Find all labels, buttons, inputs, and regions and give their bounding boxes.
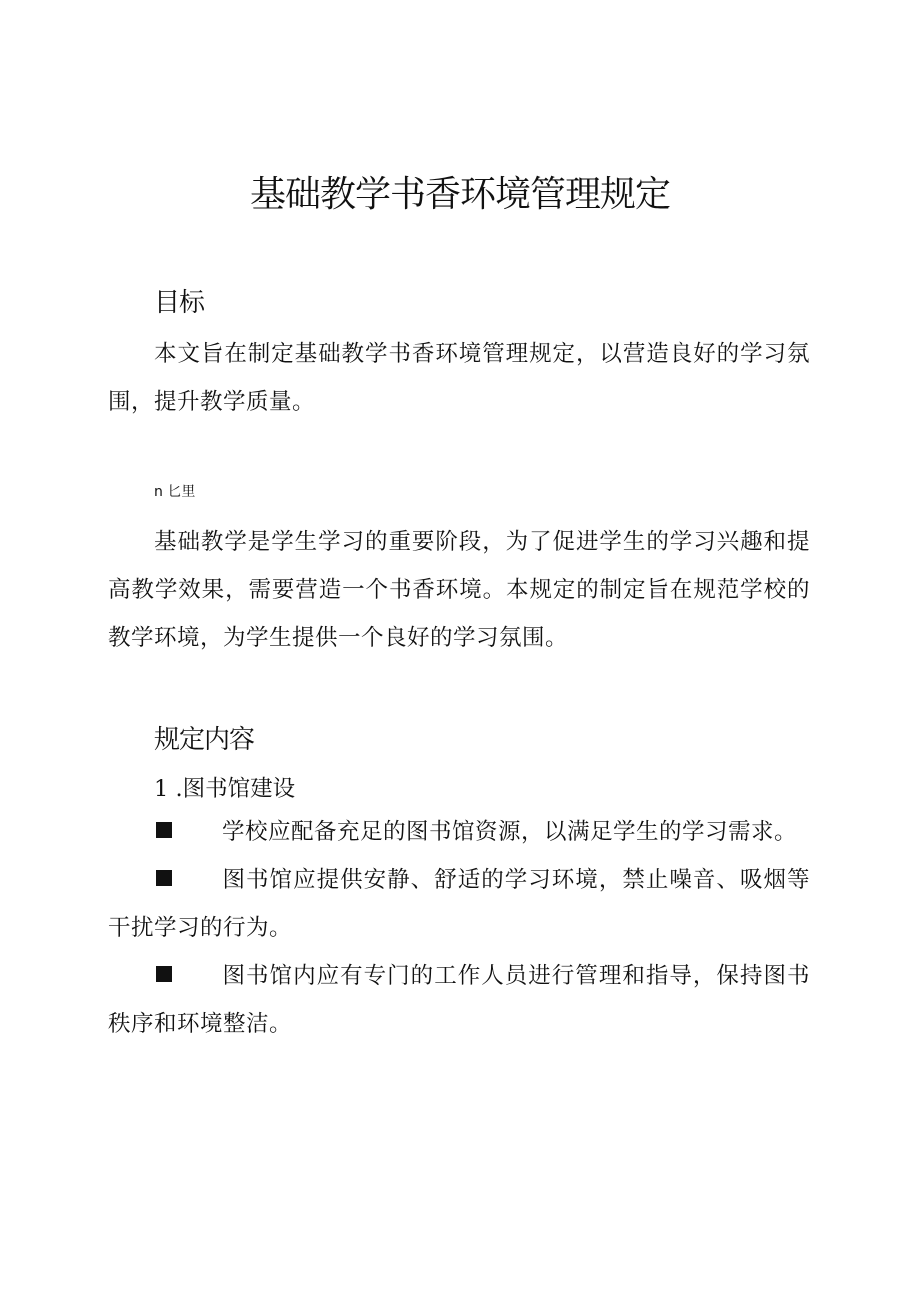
background-paragraph: 基础教学是学生学习的重要阶段，为了促进学生的学习兴趣和提高教学效果，需要营造一个书香环境。本规定的制定旨在规范学校的教学环境，为学生提供一个良好的学习氛围。 (108, 529, 810, 651)
section-heading-rules: 规定内容 (154, 725, 255, 755)
rule-bullet-item (108, 808, 810, 856)
goal-paragraph: 本文旨在制定基础教学书香环境管理规定，以营造良好的学习氛围，提升教学质量。 (108, 341, 810, 415)
section-heading-goal: 目标 (154, 288, 205, 318)
document-title: 基础教学书香环境管理规定 (249, 174, 670, 215)
rule-bullet-text: 图书馆内应有专门的工作人员进行管理和指导，保持图书秩序和环境整洁。 (108, 963, 810, 1037)
rule-bullet-text: 图书馆应提供安静、舒适的学习环境，禁止噪音、吸烟等干扰学习的行为。 (108, 867, 810, 941)
rule-bullet-item (108, 952, 810, 1048)
bullet-square-icon (156, 822, 172, 838)
rules-subheading-library: 1 .图书馆建设 (154, 776, 296, 802)
rule-bullet-item (108, 856, 810, 952)
rule-bullet-text: 学校应配备充足的图书馆资源，以满足学生的学习需求。 (222, 819, 798, 845)
background-note: n 匕里 (154, 484, 196, 500)
bullet-square-icon (156, 870, 172, 886)
bullet-square-icon (156, 966, 172, 982)
